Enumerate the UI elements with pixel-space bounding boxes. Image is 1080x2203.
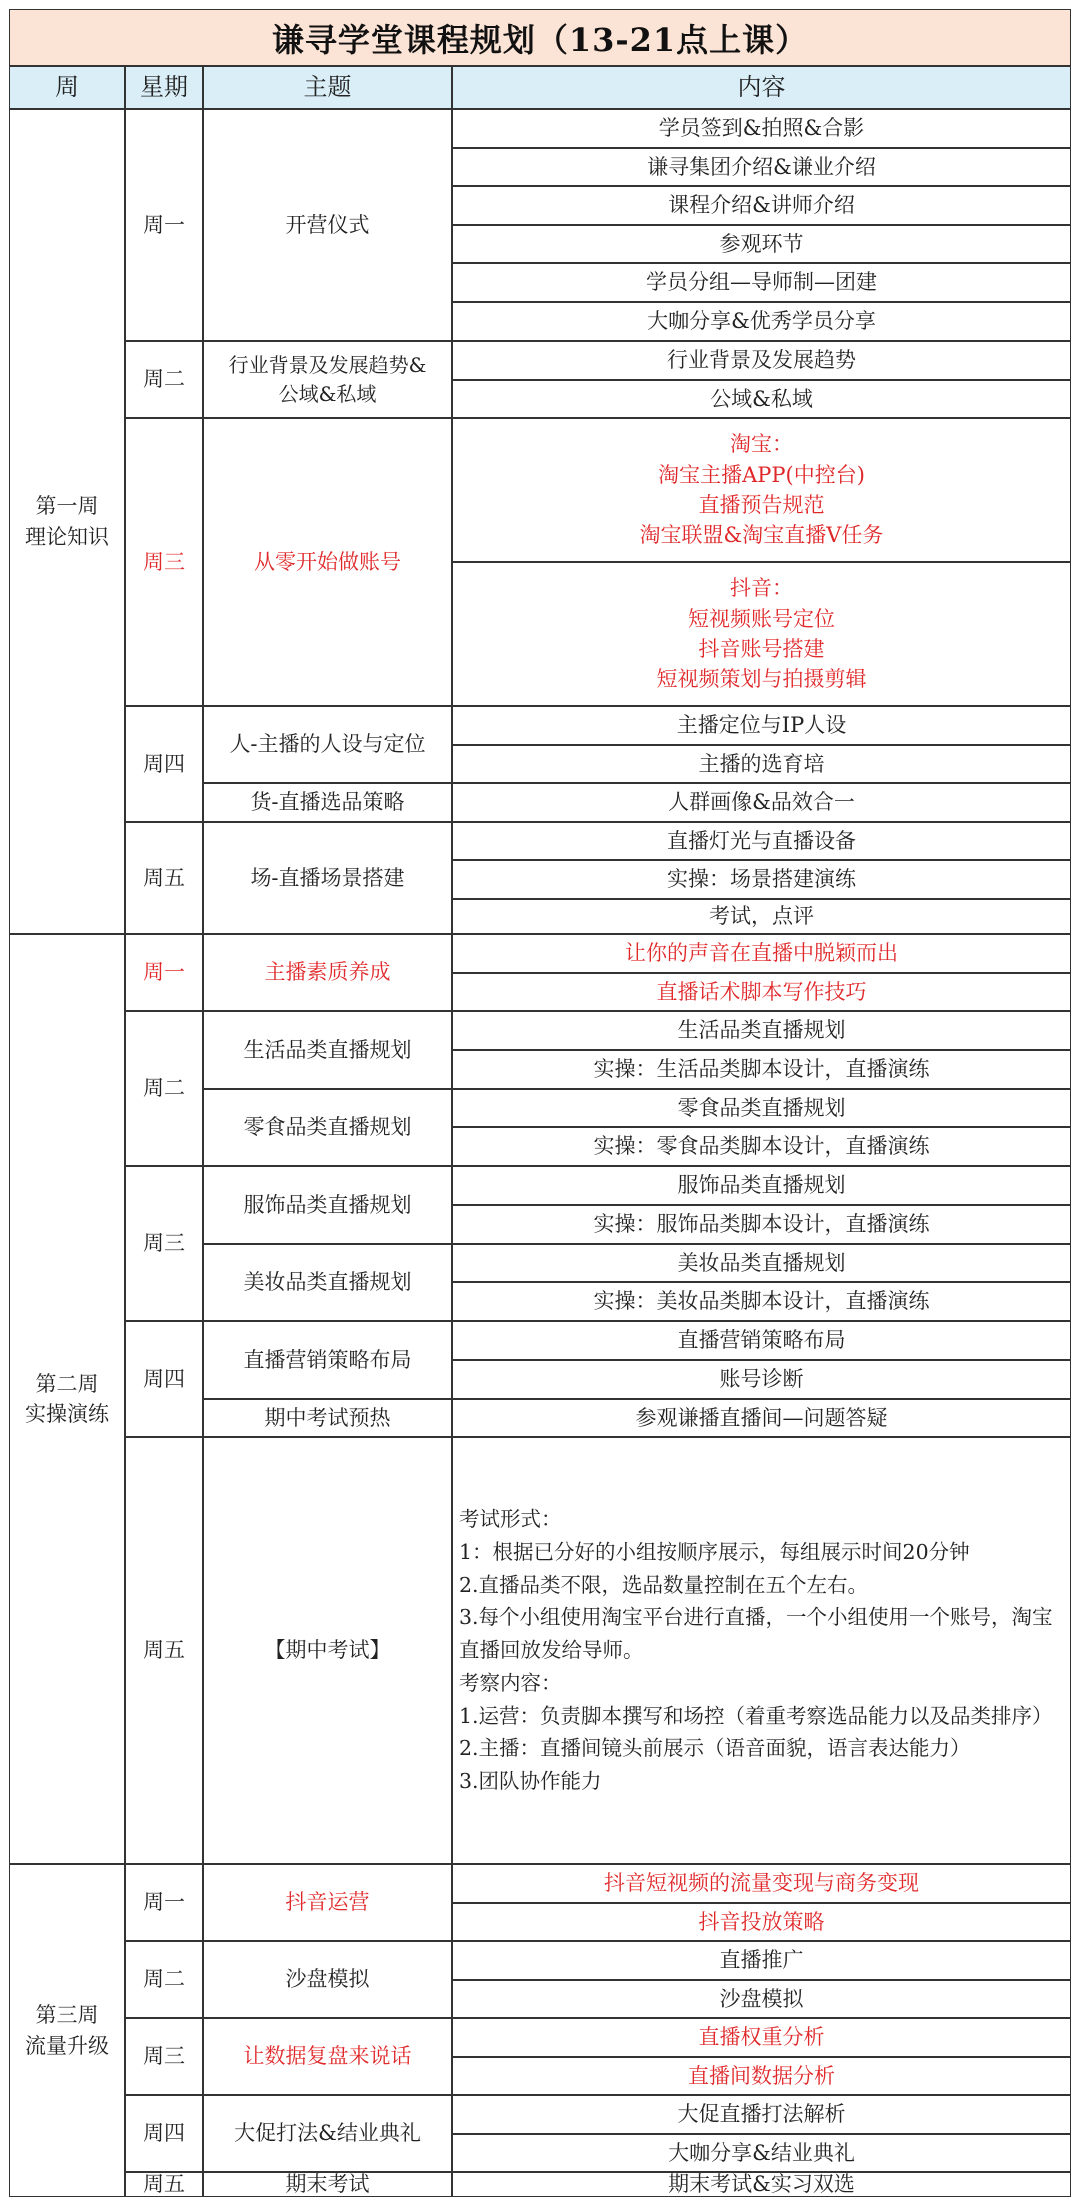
content-cell: 抖音： 短视频账号定位 抖音账号搭建 短视频策划与拍摄剪辑 xyxy=(452,562,1071,706)
theme-cell: 服饰品类直播规划 xyxy=(203,1166,452,1244)
day-label: 周四 xyxy=(125,2095,203,2172)
content-cell: 抖音投放策略 xyxy=(452,1903,1071,1941)
content-cell: 淘宝： 淘宝主播APP(中控台) 直播预告规范 淘宝联盟&淘宝直播V任务 xyxy=(452,418,1071,562)
content-cell: 直播营销策略布局 xyxy=(452,1321,1071,1360)
content-cell: 抖音短视频的流量变现与商务变现 xyxy=(452,1864,1071,1903)
theme-cell: 美妆品类直播规划 xyxy=(203,1244,452,1321)
theme-cell: 期中考试预热 xyxy=(203,1399,452,1437)
day-label: 周三 xyxy=(125,418,203,706)
content-cell: 直播灯光与直播设备 xyxy=(452,822,1071,860)
theme-cell: 货-直播选品策略 xyxy=(203,783,452,822)
theme-cell: 沙盘模拟 xyxy=(203,1941,452,2018)
day-label: 周五 xyxy=(125,822,203,934)
content-cell: 实操：服饰品类脚本设计，直播演练 xyxy=(452,1205,1071,1244)
day-label: 周四 xyxy=(125,1321,203,1437)
content-cell: 美妆品类直播规划 xyxy=(452,1244,1071,1282)
day-label: 周二 xyxy=(125,341,203,418)
day-label: 周五 xyxy=(125,2172,203,2197)
content-cell: 直播权重分析 xyxy=(452,2018,1071,2057)
day-label: 周一 xyxy=(125,109,203,341)
content-cell: 学员签到&拍照&合影 xyxy=(452,109,1071,148)
content-cell: 沙盘模拟 xyxy=(452,1980,1071,2018)
theme-cell: 抖音运营 xyxy=(203,1864,452,1941)
theme-cell: 让数据复盘来说话 xyxy=(203,2018,452,2095)
content-cell: 服饰品类直播规划 xyxy=(452,1166,1071,1205)
content-cell: 大促直播打法解析 xyxy=(452,2095,1071,2134)
content-cell: 实操：零食品类脚本设计，直播演练 xyxy=(452,1127,1071,1166)
theme-cell: 从零开始做账号 xyxy=(203,418,452,706)
content-cell: 行业背景及发展趋势 xyxy=(452,341,1071,380)
content-cell: 学员分组—导师制—团建 xyxy=(452,263,1071,302)
content-cell: 大咖分享&优秀学员分享 xyxy=(452,302,1071,341)
header-theme: 主题 xyxy=(203,66,452,109)
day-label: 周三 xyxy=(125,2018,203,2095)
content-cell: 考试，点评 xyxy=(452,899,1071,934)
day-label: 周二 xyxy=(125,1941,203,2018)
content-cell: 参观谦播直播间—问题答疑 xyxy=(452,1399,1071,1437)
content-cell: 实操：美妆品类脚本设计，直播演练 xyxy=(452,1282,1071,1321)
content-cell: 账号诊断 xyxy=(452,1360,1071,1399)
content-cell: 直播话术脚本写作技巧 xyxy=(452,973,1071,1011)
theme-cell: 大促打法&结业典礼 xyxy=(203,2095,452,2172)
theme-cell: 场-直播场景搭建 xyxy=(203,822,452,934)
content-cell: 谦寻集团介绍&谦业介绍 xyxy=(452,148,1071,186)
theme-cell: 生活品类直播规划 xyxy=(203,1011,452,1089)
day-label: 周一 xyxy=(125,1864,203,1941)
content-cell: 实操：场景搭建演练 xyxy=(452,860,1071,899)
content-cell: 主播的选育培 xyxy=(452,745,1071,783)
content-cell: 期末考试&实习双选 xyxy=(452,2172,1071,2197)
exam-description: 考试形式： 1：根据已分好的小组按顺序展示，每组展示时间20分钟 2.直播品类不限，选品数量控制在五个左右。 3.每个小组使用淘宝平台进行直播，一个小组使用一个账号，淘宝直播回放发给导师。 考察内容： 1.运营：负责脚本撰写和场控（着重考察选品能力以及品类排序） 2.主播：直播间镜头前展示（语音面貌，语言表达能力） 3.团队协作能力 xyxy=(452,1437,1071,1864)
theme-cell: 直播营销策略布局 xyxy=(203,1321,452,1399)
day-label: 周五 xyxy=(125,1437,203,1864)
theme-cell: 零食品类直播规划 xyxy=(203,1089,452,1166)
content-cell: 生活品类直播规划 xyxy=(452,1011,1071,1050)
header-content: 内容 xyxy=(452,66,1071,109)
content-cell: 参观环节 xyxy=(452,225,1071,263)
content-cell: 公域&私域 xyxy=(452,380,1071,418)
content-cell: 让你的声音在直播中脱颖而出 xyxy=(452,934,1071,973)
content-cell: 人群画像&品效合一 xyxy=(452,783,1071,822)
header-day: 星期 xyxy=(125,66,203,109)
content-cell: 直播间数据分析 xyxy=(452,2057,1071,2095)
theme-cell: 人-主播的人设与定位 xyxy=(203,706,452,783)
content-cell: 大咖分享&结业典礼 xyxy=(452,2134,1071,2172)
theme-cell: 【期中考试】 xyxy=(203,1437,452,1864)
day-label: 周二 xyxy=(125,1011,203,1166)
content-cell: 直播推广 xyxy=(452,1941,1071,1980)
course-schedule-table xyxy=(9,9,1071,2197)
content-cell: 主播定位与IP人设 xyxy=(452,706,1071,745)
content-cell: 零食品类直播规划 xyxy=(452,1089,1071,1127)
week-label: 第一周 理论知识 xyxy=(9,109,125,934)
theme-cell: 主播素质养成 xyxy=(203,934,452,1011)
page-title: 谦寻学堂课程规划（13-21点上课） xyxy=(9,9,1071,66)
theme-cell: 期末考试 xyxy=(203,2172,452,2197)
day-label: 周一 xyxy=(125,934,203,1011)
header-week: 周 xyxy=(9,66,125,109)
content-cell: 课程介绍&讲师介绍 xyxy=(452,186,1071,225)
day-label: 周四 xyxy=(125,706,203,822)
week-label: 第二周 实操演练 xyxy=(9,934,125,1864)
day-label: 周三 xyxy=(125,1166,203,1321)
content-cell: 实操：生活品类脚本设计，直播演练 xyxy=(452,1050,1071,1089)
theme-cell: 行业背景及发展趋势& 公域&私域 xyxy=(203,341,452,418)
week-label: 第三周 流量升级 xyxy=(9,1864,125,2197)
theme-cell: 开营仪式 xyxy=(203,109,452,341)
